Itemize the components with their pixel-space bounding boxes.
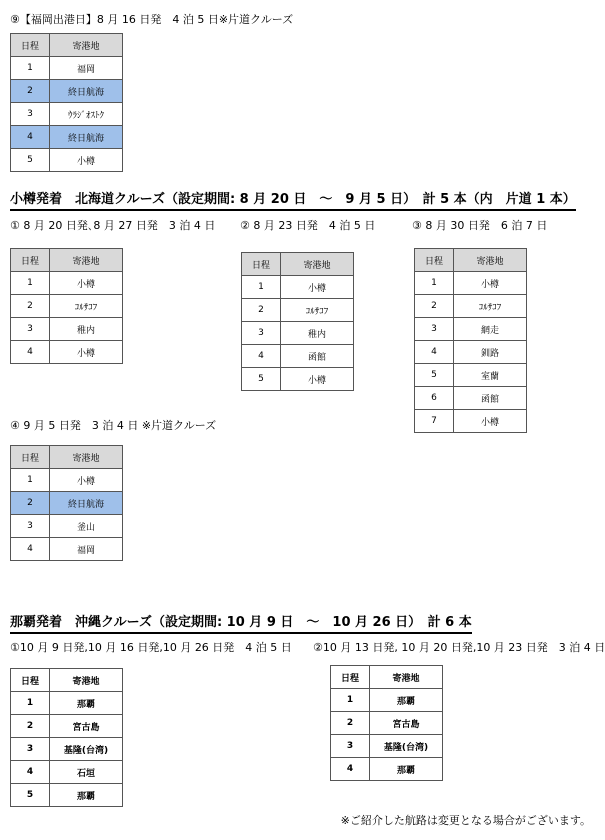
table-row: 5 那覇: [11, 784, 123, 807]
table-row: 1 小樽: [242, 276, 354, 299]
table-row: 1 小樽: [11, 469, 123, 492]
column-header-day: 日程: [415, 249, 454, 272]
table-row: 4 釧路: [415, 341, 527, 364]
table-row: 2 宮古島: [331, 712, 443, 735]
table-row: 4 小樽: [11, 341, 123, 364]
table-row: 4 函館: [242, 345, 354, 368]
column-header-day: 日程: [11, 34, 50, 57]
hokkaido-caption-1: ① 8 月 20 日発､8 月 27 日発 3 泊 4 日: [10, 219, 216, 232]
hokkaido-caption-3: ③ 8 月 30 日発 6 泊 7 日: [412, 219, 548, 232]
okinawa-caption-1: ①10 月 9 日発,10 月 16 日発,10 月 26 日発 4 泊 5 日: [10, 641, 292, 654]
table-row: 1 福岡: [11, 57, 123, 80]
table-row: 3 ｳﾗｼﾞｵｽﾄｸ: [11, 103, 123, 126]
table-row: 3 稚内: [11, 318, 123, 341]
footer-note: ※ご紹介した航路は変更となる場合がございます。: [340, 814, 591, 827]
column-header-day: 日程: [11, 249, 50, 272]
table-row: 2 宮古島: [11, 715, 123, 738]
okinawa-itinerary-table-2: [330, 665, 443, 781]
table-row: 1 小樽: [11, 272, 123, 295]
table-row: 2 ｺﾙｻｺﾌ: [11, 295, 123, 318]
hokkaido-itinerary-table-3: [414, 248, 527, 433]
table-row: 2 ｺﾙｻｺﾌ: [242, 299, 354, 322]
column-header-day: 日程: [11, 669, 50, 692]
table-row: 4 福岡: [11, 538, 123, 561]
table-row: 5 室蘭: [415, 364, 527, 387]
column-header-day: 日程: [242, 253, 281, 276]
hokkaido-caption-4: ④ 9 月 5 日発 3 泊 4 日 ※片道クルーズ: [10, 419, 217, 432]
column-header-port: 寄港地: [370, 666, 443, 689]
table-row-sea-day: 2 終日航海: [11, 80, 123, 103]
table-row-sea-day: 4 終日航海: [11, 126, 123, 149]
okinawa-caption-2: ②10 月 13 日発, 10 月 20 日発,10 月 23 日発 3 泊 4 日: [313, 641, 605, 654]
column-header-port: 寄港地: [454, 249, 527, 272]
table-row: 3 網走: [415, 318, 527, 341]
column-header-port: 寄港地: [50, 34, 123, 57]
table-row: 3 稚内: [242, 322, 354, 345]
hokkaido-itinerary-table-1: [10, 248, 123, 364]
column-header-port: 寄港地: [50, 249, 123, 272]
table-row: 3 基隆(台湾): [11, 738, 123, 761]
table-row: 5 小樽: [11, 149, 123, 172]
table-row: 1 那覇: [331, 689, 443, 712]
column-header-port: 寄港地: [281, 253, 354, 276]
okinawa-itinerary-table-1: [10, 668, 123, 807]
hokkaido-itinerary-table-2: [241, 252, 354, 391]
table-row: 1 那覇: [11, 692, 123, 715]
fukuoka-caption: ⑨【福岡出港日】8 月 16 日発 4 泊 5 日※片道クルーズ: [10, 13, 294, 26]
hokkaido-itinerary-table-4: [10, 445, 123, 561]
table-row: 4 石垣: [11, 761, 123, 784]
fukuoka-itinerary-table: [10, 33, 123, 172]
okinawa-heading: 那覇発着 沖縄クルーズ（設定期間: 10 月 9 日 ～ 10 月 26 日） 計 6 本: [10, 614, 472, 634]
hokkaido-caption-2: ② 8 月 23 日発 4 泊 5 日: [240, 219, 376, 232]
column-header-day: 日程: [11, 446, 50, 469]
table-row: 7 小樽: [415, 410, 527, 433]
table-row: 6 函館: [415, 387, 527, 410]
table-row: 3 基隆(台湾): [331, 735, 443, 758]
table-row: 1 小樽: [415, 272, 527, 295]
table-row: 5 小樽: [242, 368, 354, 391]
column-header-day: 日程: [331, 666, 370, 689]
table-row: 3 釜山: [11, 515, 123, 538]
table-row: 4 那覇: [331, 758, 443, 781]
hokkaido-heading: 小樽発着 北海道クルーズ（設定期間: 8 月 20 日 ～ 9 月 5 日） 計 5 本（内 片道 1 本）: [10, 191, 576, 211]
table-row: 2 ｺﾙｻｺﾌ: [415, 295, 527, 318]
table-row-sea-day: 2 終日航海: [11, 492, 123, 515]
column-header-port: 寄港地: [50, 669, 123, 692]
column-header-port: 寄港地: [50, 446, 123, 469]
